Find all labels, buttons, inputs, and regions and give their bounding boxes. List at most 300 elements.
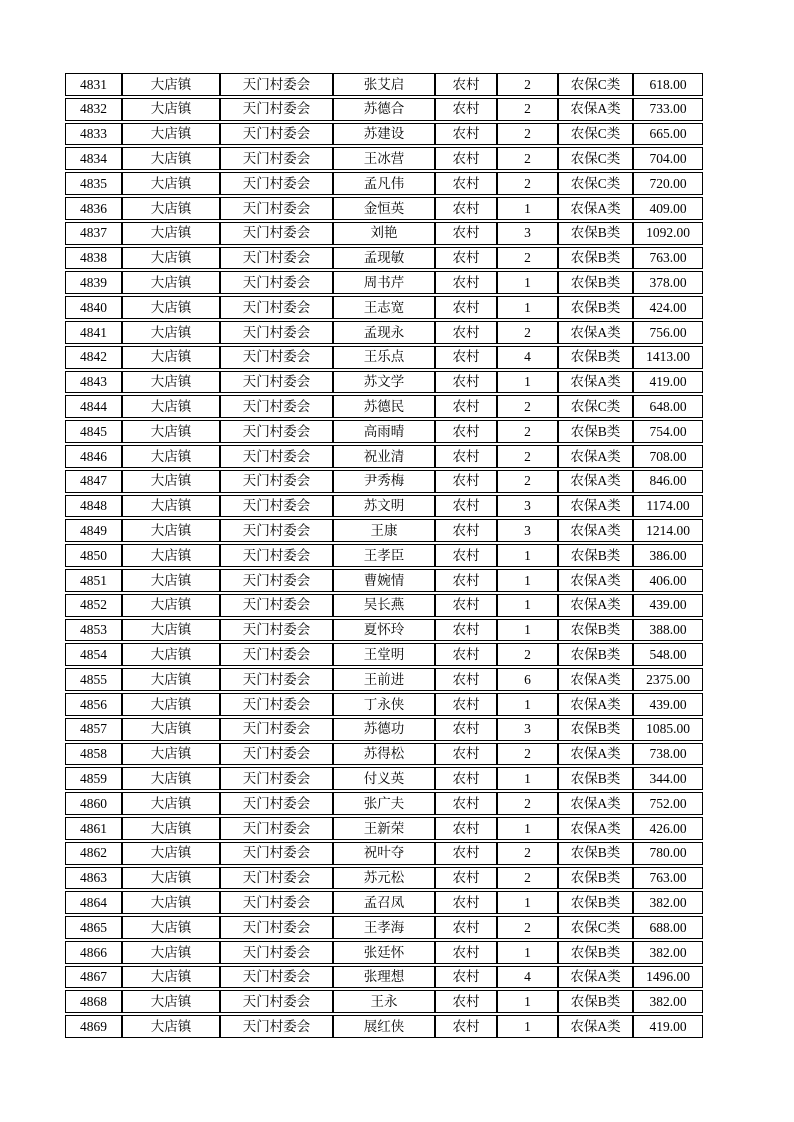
cell-name: 高雨晴 bbox=[333, 420, 435, 443]
cell-seq: 4853 bbox=[65, 619, 122, 642]
cell-amount: 688.00 bbox=[633, 916, 703, 939]
cell-seq: 4867 bbox=[65, 966, 122, 989]
cell-village: 天门村委会 bbox=[220, 395, 333, 418]
cell-seq: 4840 bbox=[65, 296, 122, 319]
cell-name: 苏德民 bbox=[333, 395, 435, 418]
cell-amount: 439.00 bbox=[633, 594, 703, 617]
cell-count: 1 bbox=[497, 619, 558, 642]
table-row bbox=[65, 1015, 703, 1038]
cell-count: 2 bbox=[497, 247, 558, 270]
cell-seq: 4844 bbox=[65, 395, 122, 418]
cell-village: 天门村委会 bbox=[220, 941, 333, 964]
cell-amount: 439.00 bbox=[633, 693, 703, 716]
cell-count: 1 bbox=[497, 544, 558, 567]
cell-village: 天门村委会 bbox=[220, 693, 333, 716]
cell-town: 大店镇 bbox=[122, 197, 220, 220]
cell-town: 大店镇 bbox=[122, 73, 220, 96]
cell-village: 天门村委会 bbox=[220, 73, 333, 96]
cell-restype: 农村 bbox=[435, 495, 497, 518]
cell-village: 天门村委会 bbox=[220, 371, 333, 394]
table-row bbox=[65, 222, 703, 245]
cell-village: 天门村委会 bbox=[220, 718, 333, 741]
cell-town: 大店镇 bbox=[122, 743, 220, 766]
table-row bbox=[65, 693, 703, 716]
cell-category: 农保C类 bbox=[558, 123, 633, 146]
cell-category: 农保B类 bbox=[558, 941, 633, 964]
table-row bbox=[65, 172, 703, 195]
cell-town: 大店镇 bbox=[122, 817, 220, 840]
cell-name: 王孝臣 bbox=[333, 544, 435, 567]
table-row bbox=[65, 743, 703, 766]
cell-restype: 农村 bbox=[435, 693, 497, 716]
table-row bbox=[65, 445, 703, 468]
cell-category: 农保B类 bbox=[558, 767, 633, 790]
cell-count: 2 bbox=[497, 842, 558, 865]
cell-town: 大店镇 bbox=[122, 445, 220, 468]
cell-town: 大店镇 bbox=[122, 371, 220, 394]
cell-amount: 763.00 bbox=[633, 247, 703, 270]
table-row bbox=[65, 73, 703, 96]
cell-amount: 708.00 bbox=[633, 445, 703, 468]
cell-town: 大店镇 bbox=[122, 941, 220, 964]
cell-name: 王新荣 bbox=[333, 817, 435, 840]
cell-count: 4 bbox=[497, 966, 558, 989]
cell-seq: 4860 bbox=[65, 792, 122, 815]
cell-village: 天门村委会 bbox=[220, 842, 333, 865]
cell-restype: 农村 bbox=[435, 743, 497, 766]
cell-restype: 农村 bbox=[435, 619, 497, 642]
cell-town: 大店镇 bbox=[122, 296, 220, 319]
cell-seq: 4846 bbox=[65, 445, 122, 468]
cell-town: 大店镇 bbox=[122, 916, 220, 939]
cell-town: 大店镇 bbox=[122, 792, 220, 815]
cell-town: 大店镇 bbox=[122, 98, 220, 121]
table-row bbox=[65, 668, 703, 691]
cell-amount: 763.00 bbox=[633, 867, 703, 890]
cell-restype: 农村 bbox=[435, 643, 497, 666]
cell-seq: 4866 bbox=[65, 941, 122, 964]
cell-restype: 农村 bbox=[435, 544, 497, 567]
cell-category: 农保A类 bbox=[558, 445, 633, 468]
cell-restype: 农村 bbox=[435, 867, 497, 890]
cell-restype: 农村 bbox=[435, 941, 497, 964]
cell-town: 大店镇 bbox=[122, 891, 220, 914]
cell-name: 王志宽 bbox=[333, 296, 435, 319]
cell-category: 农保A类 bbox=[558, 817, 633, 840]
cell-name: 祝叶夺 bbox=[333, 842, 435, 865]
table-row bbox=[65, 867, 703, 890]
cell-village: 天门村委会 bbox=[220, 990, 333, 1013]
cell-amount: 382.00 bbox=[633, 990, 703, 1013]
cell-restype: 农村 bbox=[435, 1015, 497, 1038]
cell-seq: 4842 bbox=[65, 346, 122, 369]
cell-category: 农保C类 bbox=[558, 916, 633, 939]
cell-village: 天门村委会 bbox=[220, 817, 333, 840]
table-row bbox=[65, 594, 703, 617]
cell-town: 大店镇 bbox=[122, 842, 220, 865]
cell-restype: 农村 bbox=[435, 569, 497, 592]
cell-seq: 4847 bbox=[65, 470, 122, 493]
cell-town: 大店镇 bbox=[122, 147, 220, 170]
cell-town: 大店镇 bbox=[122, 544, 220, 567]
cell-name: 曹婉情 bbox=[333, 569, 435, 592]
table-row bbox=[65, 247, 703, 270]
cell-village: 天门村委会 bbox=[220, 966, 333, 989]
cell-restype: 农村 bbox=[435, 172, 497, 195]
cell-count: 3 bbox=[497, 495, 558, 518]
table-row bbox=[65, 296, 703, 319]
cell-restype: 农村 bbox=[435, 767, 497, 790]
cell-name: 丁永侠 bbox=[333, 693, 435, 716]
table-row bbox=[65, 941, 703, 964]
table-row bbox=[65, 495, 703, 518]
cell-amount: 720.00 bbox=[633, 172, 703, 195]
cell-category: 农保B类 bbox=[558, 867, 633, 890]
cell-village: 天门村委会 bbox=[220, 519, 333, 542]
cell-name: 夏怀玲 bbox=[333, 619, 435, 642]
cell-seq: 4868 bbox=[65, 990, 122, 1013]
cell-village: 天门村委会 bbox=[220, 916, 333, 939]
cell-name: 张广夫 bbox=[333, 792, 435, 815]
cell-count: 1 bbox=[497, 594, 558, 617]
cell-count: 2 bbox=[497, 123, 558, 146]
cell-seq: 4850 bbox=[65, 544, 122, 567]
cell-amount: 419.00 bbox=[633, 371, 703, 394]
cell-town: 大店镇 bbox=[122, 767, 220, 790]
cell-count: 1 bbox=[497, 941, 558, 964]
cell-count: 3 bbox=[497, 222, 558, 245]
cell-name: 孟召凤 bbox=[333, 891, 435, 914]
cell-name: 王康 bbox=[333, 519, 435, 542]
cell-village: 天门村委会 bbox=[220, 247, 333, 270]
cell-name: 展红侠 bbox=[333, 1015, 435, 1038]
cell-amount: 754.00 bbox=[633, 420, 703, 443]
table-row bbox=[65, 643, 703, 666]
cell-amount: 648.00 bbox=[633, 395, 703, 418]
cell-seq: 4854 bbox=[65, 643, 122, 666]
cell-restype: 农村 bbox=[435, 123, 497, 146]
cell-restype: 农村 bbox=[435, 420, 497, 443]
cell-seq: 4861 bbox=[65, 817, 122, 840]
cell-name: 苏德功 bbox=[333, 718, 435, 741]
cell-name: 张艾启 bbox=[333, 73, 435, 96]
table-row bbox=[65, 817, 703, 840]
cell-category: 农保A类 bbox=[558, 470, 633, 493]
cell-village: 天门村委会 bbox=[220, 544, 333, 567]
cell-category: 农保A类 bbox=[558, 966, 633, 989]
cell-count: 3 bbox=[497, 519, 558, 542]
cell-village: 天门村委会 bbox=[220, 767, 333, 790]
cell-name: 王乐点 bbox=[333, 346, 435, 369]
cell-count: 1 bbox=[497, 296, 558, 319]
cell-category: 农保B类 bbox=[558, 346, 633, 369]
cell-category: 农保B类 bbox=[558, 271, 633, 294]
cell-category: 农保B类 bbox=[558, 619, 633, 642]
roster-table bbox=[65, 71, 703, 1040]
cell-town: 大店镇 bbox=[122, 668, 220, 691]
cell-amount: 665.00 bbox=[633, 123, 703, 146]
cell-village: 天门村委会 bbox=[220, 569, 333, 592]
cell-name: 孟现敏 bbox=[333, 247, 435, 270]
cell-restype: 农村 bbox=[435, 247, 497, 270]
cell-town: 大店镇 bbox=[122, 966, 220, 989]
roster-sheet bbox=[65, 71, 703, 1040]
cell-amount: 1085.00 bbox=[633, 718, 703, 741]
cell-name: 苏文学 bbox=[333, 371, 435, 394]
cell-village: 天门村委会 bbox=[220, 668, 333, 691]
cell-category: 农保B类 bbox=[558, 643, 633, 666]
cell-village: 天门村委会 bbox=[220, 1015, 333, 1038]
cell-town: 大店镇 bbox=[122, 990, 220, 1013]
cell-amount: 344.00 bbox=[633, 767, 703, 790]
table-row bbox=[65, 470, 703, 493]
cell-town: 大店镇 bbox=[122, 271, 220, 294]
cell-town: 大店镇 bbox=[122, 569, 220, 592]
cell-count: 1 bbox=[497, 271, 558, 294]
cell-name: 孟凡伟 bbox=[333, 172, 435, 195]
cell-village: 天门村委会 bbox=[220, 147, 333, 170]
table-row bbox=[65, 395, 703, 418]
cell-seq: 4836 bbox=[65, 197, 122, 220]
cell-category: 农保C类 bbox=[558, 172, 633, 195]
cell-count: 1 bbox=[497, 767, 558, 790]
cell-town: 大店镇 bbox=[122, 247, 220, 270]
cell-village: 天门村委会 bbox=[220, 445, 333, 468]
cell-count: 1 bbox=[497, 371, 558, 394]
cell-count: 2 bbox=[497, 916, 558, 939]
cell-amount: 846.00 bbox=[633, 470, 703, 493]
cell-seq: 4838 bbox=[65, 247, 122, 270]
cell-seq: 4831 bbox=[65, 73, 122, 96]
cell-amount: 424.00 bbox=[633, 296, 703, 319]
cell-town: 大店镇 bbox=[122, 172, 220, 195]
cell-category: 农保C类 bbox=[558, 73, 633, 96]
cell-count: 1 bbox=[497, 990, 558, 1013]
cell-name: 张廷怀 bbox=[333, 941, 435, 964]
cell-count: 2 bbox=[497, 445, 558, 468]
table-row bbox=[65, 321, 703, 344]
cell-amount: 406.00 bbox=[633, 569, 703, 592]
cell-restype: 农村 bbox=[435, 718, 497, 741]
cell-restype: 农村 bbox=[435, 371, 497, 394]
cell-village: 天门村委会 bbox=[220, 420, 333, 443]
table-row bbox=[65, 792, 703, 815]
cell-village: 天门村委会 bbox=[220, 98, 333, 121]
cell-town: 大店镇 bbox=[122, 519, 220, 542]
cell-name: 尹秀梅 bbox=[333, 470, 435, 493]
cell-town: 大店镇 bbox=[122, 718, 220, 741]
cell-seq: 4856 bbox=[65, 693, 122, 716]
cell-category: 农保B类 bbox=[558, 544, 633, 567]
cell-name: 周书芹 bbox=[333, 271, 435, 294]
cell-amount: 780.00 bbox=[633, 842, 703, 865]
cell-restype: 农村 bbox=[435, 990, 497, 1013]
cell-category: 农保A类 bbox=[558, 594, 633, 617]
cell-seq: 4859 bbox=[65, 767, 122, 790]
cell-village: 天门村委会 bbox=[220, 643, 333, 666]
cell-count: 2 bbox=[497, 743, 558, 766]
cell-restype: 农村 bbox=[435, 842, 497, 865]
cell-restype: 农村 bbox=[435, 271, 497, 294]
cell-category: 农保C类 bbox=[558, 147, 633, 170]
table-row bbox=[65, 371, 703, 394]
cell-category: 农保A类 bbox=[558, 371, 633, 394]
table-row bbox=[65, 718, 703, 741]
cell-restype: 农村 bbox=[435, 395, 497, 418]
cell-name: 王前进 bbox=[333, 668, 435, 691]
cell-category: 农保A类 bbox=[558, 321, 633, 344]
cell-count: 1 bbox=[497, 817, 558, 840]
cell-town: 大店镇 bbox=[122, 346, 220, 369]
cell-count: 6 bbox=[497, 668, 558, 691]
cell-amount: 388.00 bbox=[633, 619, 703, 642]
cell-name: 王堂明 bbox=[333, 643, 435, 666]
table-row bbox=[65, 767, 703, 790]
cell-category: 农保B类 bbox=[558, 891, 633, 914]
cell-village: 天门村委会 bbox=[220, 346, 333, 369]
cell-seq: 4843 bbox=[65, 371, 122, 394]
cell-seq: 4835 bbox=[65, 172, 122, 195]
cell-town: 大店镇 bbox=[122, 495, 220, 518]
cell-town: 大店镇 bbox=[122, 470, 220, 493]
cell-amount: 2375.00 bbox=[633, 668, 703, 691]
cell-count: 2 bbox=[497, 98, 558, 121]
cell-count: 2 bbox=[497, 867, 558, 890]
cell-count: 2 bbox=[497, 321, 558, 344]
cell-category: 农保B类 bbox=[558, 990, 633, 1013]
cell-amount: 386.00 bbox=[633, 544, 703, 567]
table-row bbox=[65, 842, 703, 865]
cell-seq: 4849 bbox=[65, 519, 122, 542]
cell-seq: 4833 bbox=[65, 123, 122, 146]
cell-amount: 419.00 bbox=[633, 1015, 703, 1038]
cell-category: 农保C类 bbox=[558, 395, 633, 418]
cell-name: 王孝海 bbox=[333, 916, 435, 939]
cell-town: 大店镇 bbox=[122, 619, 220, 642]
cell-amount: 738.00 bbox=[633, 743, 703, 766]
cell-count: 1 bbox=[497, 891, 558, 914]
cell-name: 刘艳 bbox=[333, 222, 435, 245]
cell-restype: 农村 bbox=[435, 966, 497, 989]
table-row bbox=[65, 147, 703, 170]
cell-category: 农保B类 bbox=[558, 247, 633, 270]
cell-village: 天门村委会 bbox=[220, 197, 333, 220]
cell-count: 1 bbox=[497, 693, 558, 716]
cell-amount: 382.00 bbox=[633, 941, 703, 964]
cell-category: 农保A类 bbox=[558, 519, 633, 542]
cell-count: 2 bbox=[497, 643, 558, 666]
cell-village: 天门村委会 bbox=[220, 792, 333, 815]
cell-name: 苏建设 bbox=[333, 123, 435, 146]
cell-town: 大店镇 bbox=[122, 643, 220, 666]
table-row bbox=[65, 420, 703, 443]
table-row bbox=[65, 123, 703, 146]
cell-category: 农保A类 bbox=[558, 569, 633, 592]
cell-village: 天门村委会 bbox=[220, 867, 333, 890]
table-row bbox=[65, 916, 703, 939]
cell-count: 3 bbox=[497, 718, 558, 741]
cell-amount: 409.00 bbox=[633, 197, 703, 220]
cell-name: 金恒英 bbox=[333, 197, 435, 220]
cell-name: 付义英 bbox=[333, 767, 435, 790]
cell-seq: 4841 bbox=[65, 321, 122, 344]
cell-count: 2 bbox=[497, 395, 558, 418]
cell-category: 农保A类 bbox=[558, 1015, 633, 1038]
cell-amount: 382.00 bbox=[633, 891, 703, 914]
cell-name: 孟现永 bbox=[333, 321, 435, 344]
cell-name: 吴长燕 bbox=[333, 594, 435, 617]
cell-restype: 农村 bbox=[435, 296, 497, 319]
cell-count: 2 bbox=[497, 147, 558, 170]
cell-category: 农保A类 bbox=[558, 98, 633, 121]
cell-amount: 704.00 bbox=[633, 147, 703, 170]
cell-restype: 农村 bbox=[435, 321, 497, 344]
cell-count: 4 bbox=[497, 346, 558, 369]
cell-town: 大店镇 bbox=[122, 123, 220, 146]
cell-name: 苏得松 bbox=[333, 743, 435, 766]
cell-category: 农保B类 bbox=[558, 842, 633, 865]
cell-restype: 农村 bbox=[435, 470, 497, 493]
cell-name: 祝业清 bbox=[333, 445, 435, 468]
cell-town: 大店镇 bbox=[122, 693, 220, 716]
cell-village: 天门村委会 bbox=[220, 495, 333, 518]
cell-town: 大店镇 bbox=[122, 222, 220, 245]
cell-seq: 4848 bbox=[65, 495, 122, 518]
cell-category: 农保A类 bbox=[558, 668, 633, 691]
cell-town: 大店镇 bbox=[122, 594, 220, 617]
cell-restype: 农村 bbox=[435, 73, 497, 96]
cell-restype: 农村 bbox=[435, 594, 497, 617]
table-row bbox=[65, 98, 703, 121]
cell-name: 苏元松 bbox=[333, 867, 435, 890]
cell-seq: 4832 bbox=[65, 98, 122, 121]
cell-amount: 756.00 bbox=[633, 321, 703, 344]
table-row bbox=[65, 619, 703, 642]
cell-amount: 733.00 bbox=[633, 98, 703, 121]
cell-category: 农保A类 bbox=[558, 693, 633, 716]
cell-restype: 农村 bbox=[435, 519, 497, 542]
cell-seq: 4869 bbox=[65, 1015, 122, 1038]
cell-village: 天门村委会 bbox=[220, 296, 333, 319]
cell-amount: 752.00 bbox=[633, 792, 703, 815]
cell-restype: 农村 bbox=[435, 222, 497, 245]
table-row bbox=[65, 966, 703, 989]
cell-town: 大店镇 bbox=[122, 395, 220, 418]
cell-amount: 1174.00 bbox=[633, 495, 703, 518]
cell-amount: 1214.00 bbox=[633, 519, 703, 542]
cell-seq: 4862 bbox=[65, 842, 122, 865]
table-row bbox=[65, 346, 703, 369]
cell-restype: 农村 bbox=[435, 891, 497, 914]
cell-seq: 4852 bbox=[65, 594, 122, 617]
cell-category: 农保A类 bbox=[558, 792, 633, 815]
cell-name: 王冰营 bbox=[333, 147, 435, 170]
cell-count: 1 bbox=[497, 1015, 558, 1038]
cell-amount: 1413.00 bbox=[633, 346, 703, 369]
cell-village: 天门村委会 bbox=[220, 594, 333, 617]
cell-name: 张理想 bbox=[333, 966, 435, 989]
cell-restype: 农村 bbox=[435, 346, 497, 369]
cell-village: 天门村委会 bbox=[220, 321, 333, 344]
cell-amount: 1496.00 bbox=[633, 966, 703, 989]
cell-town: 大店镇 bbox=[122, 420, 220, 443]
cell-village: 天门村委会 bbox=[220, 743, 333, 766]
cell-seq: 4839 bbox=[65, 271, 122, 294]
cell-amount: 1092.00 bbox=[633, 222, 703, 245]
cell-count: 1 bbox=[497, 197, 558, 220]
cell-restype: 农村 bbox=[435, 817, 497, 840]
cell-seq: 4863 bbox=[65, 867, 122, 890]
